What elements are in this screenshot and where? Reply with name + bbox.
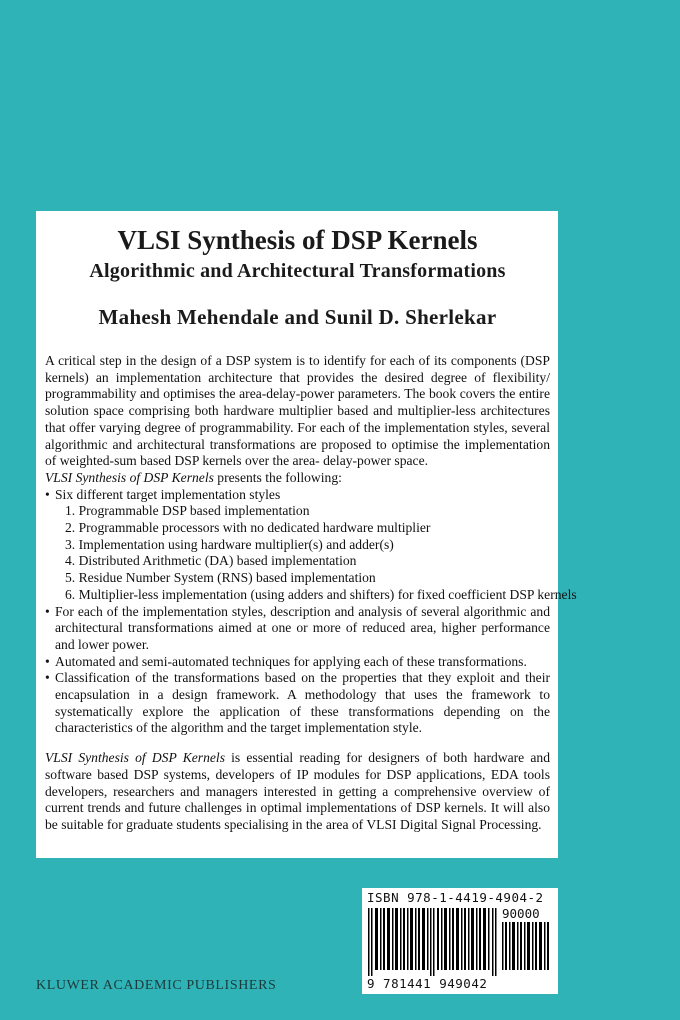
list-item: 3. Implementation using hardware multiplier(s) and adder(s) — [65, 536, 394, 552]
bullet-icon: • — [45, 670, 50, 686]
list-item — [45, 604, 550, 654]
isbn-barcode — [362, 888, 558, 994]
intro-paragraph: A critical step in the design of a DSP system is to identify for each of its components (DSP kernels) an implementation architecture that provides the desired degree of flexibility/ programmability and optimises the area-delay-power parameters. The book covers the entire solution space comprising both hardware multiplier based and multiplier-less architectures that offer varying degree of programmability. For each of the implementation styles, several algorithmic and architectural transformations are proposed to optimise the implementation of weighted-sum based DSP kernels over the area- delay-power space. — [45, 353, 550, 469]
book-authors: Mahesh Mehendale and Sunil D. Sherlekar — [98, 305, 497, 329]
list-item — [45, 654, 550, 671]
price-code: 90000 — [502, 906, 540, 921]
closing-title: VLSI Synthesis of DSP Kernels — [45, 750, 225, 766]
list-item: 6. Multiplier-less implementation (using adders and shifters) for fixed coefficient DSP kernels — [65, 586, 577, 602]
barcode-addon-icon — [502, 922, 552, 970]
bullet-icon: • — [45, 486, 50, 502]
description-body — [45, 353, 577, 834]
book-subtitle: Algorithmic and Architectural Transformations — [89, 260, 506, 282]
ean-digits: 9 781441 949042 — [367, 976, 488, 991]
description-panel — [36, 211, 577, 858]
bullet-icon: • — [45, 653, 50, 669]
bullet-text: For each of the implementation styles, description and analysis of several algorithmic and architectural transformations aimed at one or more of reduced area, higher performance and lower power. — [55, 603, 550, 652]
publisher-name: KLUWER ACADEMIC PUBLISHERS — [36, 978, 277, 993]
book-title: VLSI Synthesis of DSP Kernels — [117, 225, 478, 255]
implementation-styles-list — [55, 503, 577, 603]
list-item: 1. Programmable DSP based implementation — [65, 503, 310, 519]
list-item: 2. Programmable processors with no dedicated hardware multiplier — [65, 520, 431, 536]
list-item — [45, 486, 577, 604]
list-item: 5. Residue Number System (RNS) based implementation — [65, 570, 376, 586]
closing-rest: is essential reading for designers of both hardware and software based DSP systems, developers of IP modules for DSP applications, EDA tools developers, researchers and managers interested in getting a comprehensive overview of current trends and future challenges in optimal implementations of DSP kernels. It will also be suitable for graduate students specialising in the area of VLSI Digital Signal Processing. — [45, 750, 550, 832]
list-item — [45, 670, 550, 737]
isbn-text: ISBN 978-1-4419-4904-2 — [367, 890, 544, 905]
list-item: 4. Distributed Arithmetic (DA) based implementation — [65, 553, 357, 569]
closing-paragraph — [45, 750, 550, 834]
barcode-main-icon — [368, 908, 498, 976]
presents-rest: presents the following: — [213, 469, 342, 485]
bullet-text: Classification of the transformations based on the properties that they exploit and their encapsulation in a design framework. A methodology that uses the framework to systematically explore the application of these transformations depending on the characteristics of the algorithm and the target implementation style. — [55, 670, 550, 736]
bullet-icon: • — [45, 603, 50, 619]
feature-list — [45, 486, 577, 738]
presents-line — [45, 470, 550, 487]
bullet-text: Automated and semi-automated techniques for applying each of these transformations. — [55, 653, 527, 669]
bullet-text: Six different target implementation styles — [55, 486, 281, 502]
presents-title: VLSI Synthesis of DSP Kernels — [45, 469, 214, 485]
